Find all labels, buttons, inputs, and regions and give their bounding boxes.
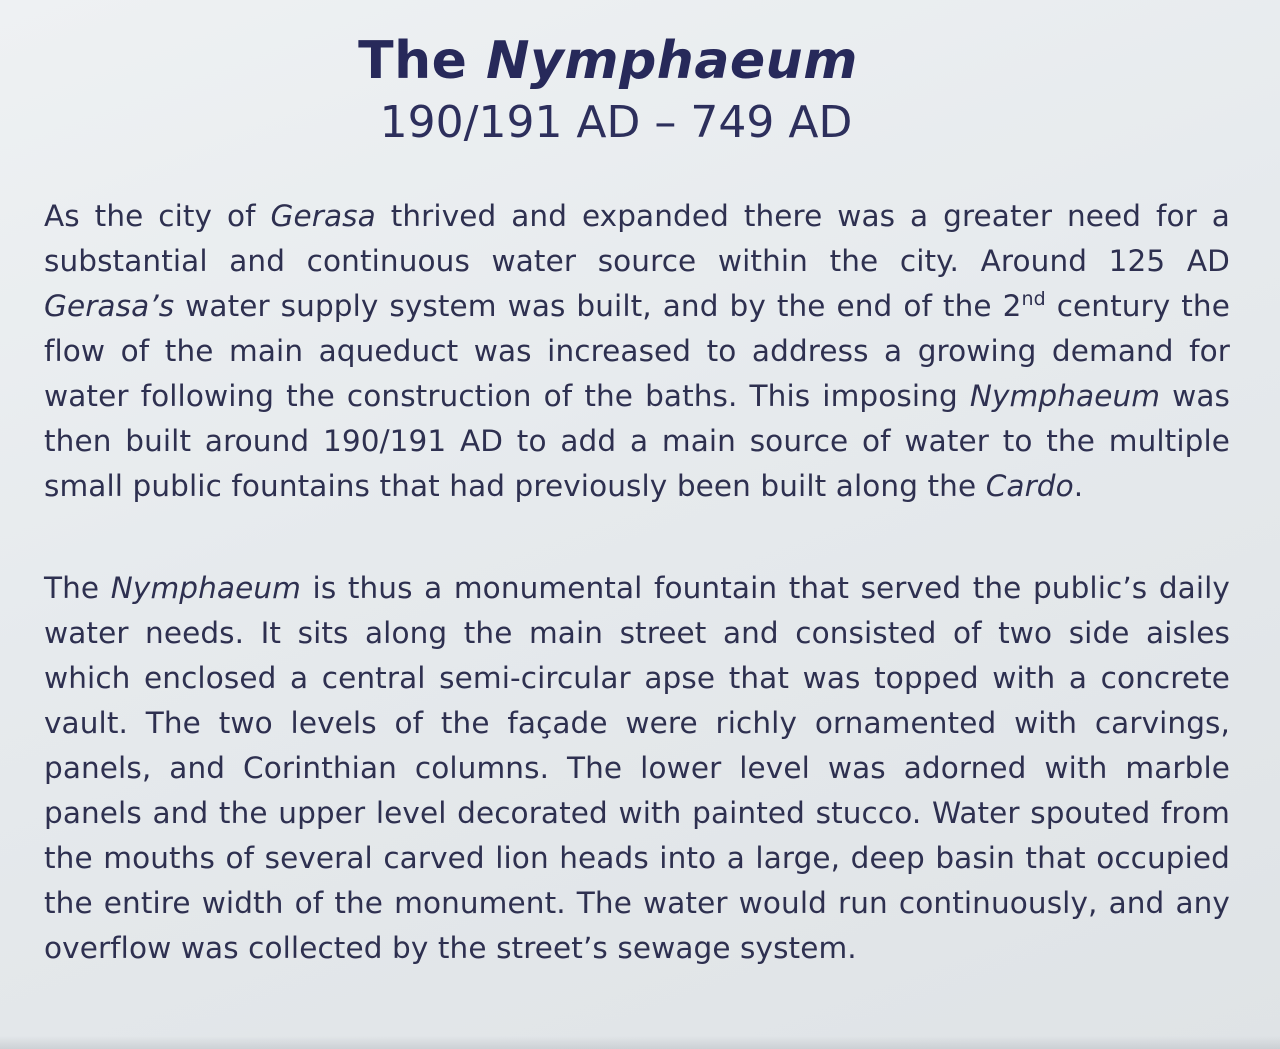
title-prefix: The (358, 31, 486, 91)
date-range: 190/191 AD – 749 AD (379, 97, 853, 148)
italic-term: Nymphaeum (110, 571, 301, 605)
text-run: century the flow of the main aqueduct was increased to address a growing demand for water following the construction of the baths. This imposing (44, 289, 1230, 413)
text-run: was then built around 190/191 AD to add a main source of water to the multiple small public fountains that had previously been built along the (44, 379, 1231, 503)
paragraph-history (44, 194, 1230, 509)
italic-term: Gerasa’s (44, 289, 175, 323)
text-run: thrived and expanded there was a greater need for a substantial and continuous water source within the city. Around 125 AD (44, 199, 1230, 278)
title-name: Nymphaeum (485, 31, 858, 91)
paragraph-description (44, 566, 1230, 971)
superscript-text: nd (1021, 288, 1046, 311)
text-run: . (1073, 469, 1084, 503)
italic-term: Cardo (985, 469, 1074, 503)
text-run: The (44, 571, 111, 605)
sign-title (0, 30, 1216, 92)
sign-bottom-edge (0, 1036, 1280, 1049)
text-run: is thus a monumental fountain that served the public’s daily water needs. It sits along the main street and consisted of two side aisles which enclosed a central semi-circular apse that was topped with a concrete vault. The two levels of the façade were richly ornamented with carvings, panels, and Corinthian columns. The lower level was adorned with marble panels and the upper level decorated with painted stucco. Water spouted from the mouths of several carved lion heads into a large, deep basin that occupied the entire width of the monument. The water would run continuously, and any overflow was collected by the street’s sewage system. (44, 571, 1230, 965)
text-run: As the city of (44, 199, 271, 233)
text-run: water supply system was built, and by the end of the 2 (174, 289, 1022, 323)
italic-term: Nymphaeum (969, 379, 1161, 413)
italic-term: Gerasa (270, 199, 376, 233)
